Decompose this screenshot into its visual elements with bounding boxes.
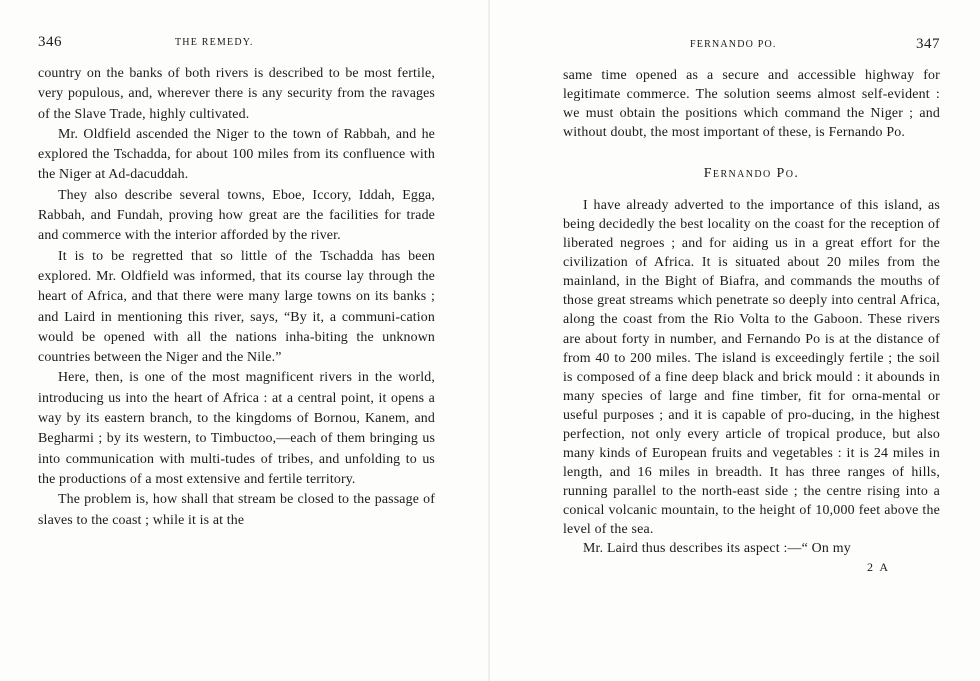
right-running-title: FERNANDO PO. [690, 39, 777, 50]
right-page-number: 347 [916, 36, 940, 52]
left-running-title: THE REMEDY. [175, 37, 254, 48]
right-body-text [563, 66, 940, 575]
signature-mark: 2 A [866, 560, 890, 575]
left-running-head [38, 34, 435, 64]
right-page [490, 0, 980, 681]
paragraph: They also describe several towns, Eboe, Iccory, Iddah, Egga, Rabbah, and Fundah, proving how great are the facilities for trade and commerce with the interior afforded by the river. [38, 187, 435, 244]
left-body-text [38, 64, 435, 531]
paragraph: Here, then, is one of the most magnificent rivers in the world, introducing us into the heart of Africa : at a central point, it opens a way by its eastern branch, to the kingdoms of Bornou, Kanem, and Begharmi ; by its western, to Timbuctoo,—each of them bringing us into communication with multi-tudes of tribes, and unfolding to us the productions of a most extensive and fertile territory. [38, 370, 435, 487]
section-heading: Fernando Po. [703, 166, 800, 182]
paragraph: Mr. Laird thus describes its aspect :—“ On my [583, 541, 851, 557]
paragraph: It is to be regretted that so little of the Tschadda has been explored. Mr. Oldfield was informed, that its course lay through the heart of Africa, and that there were many large towns on its banks ; and Laird in mentioning this river, says, “By it, a communi-cation would be opened with all the nations inha-biting the unknown countries between the Niger and the Nile.” [38, 248, 435, 366]
left-page-number: 346 [38, 34, 62, 50]
paragraph: country on the banks of both rivers is described to be most fertile, very populous, and, wherever there is any security from the ravages of the Slave Trade, highly cultivated. [38, 66, 435, 122]
paragraph: same time opened as a secure and accessible highway for legitimate commerce. The solution seems almost self-evident : we must obtain the positions which command the Niger ; and without doubt, the most important of these, is Fernando Po. [563, 68, 940, 141]
right-running-head [563, 36, 940, 66]
paragraph: The problem is, how shall that stream be closed to the passage of slaves to the coast ; while it is at the [38, 492, 435, 528]
paragraph: I have already adverted to the importance of this island, as being decidedly the best locality on the coast for the reception of liberated negroes ; and for aiding us in a great effort for the civilization of Africa. It is situated about 20 miles from the mainland, in the Bight of Biafra, and commands the mouths of those great streams which penetrate so deeply into central Africa, along the coast from the Rio Volta to the Gaboon. These rivers are about forty in number, and Fernando Po is at the distance of from 40 to 200 miles. The island is exceedingly fertile ; the soil is composed of a fine deep black and brick mould : it abounds in many species of large and fine timber, fit for orna-mental or useful purposes ; and it is capable of pro-ducing, in the highest perfection, not only every article of tropical produce, but also many kinds of European fruits and vegetables : it is 24 miles in length, and 16 miles in breadth. It has three ranges of hills, running parallel to the north-east side ; the centre rising into a conical volcanic mountain, to the height of 10,000 feet above the level of the sea. [563, 198, 940, 537]
paragraph: Mr. Oldfield ascended the Niger to the town of Rabbah, and he explored the Tschadda, for about 100 miles from its confluence with the Niger at Ad-dacuddah. [38, 126, 435, 183]
